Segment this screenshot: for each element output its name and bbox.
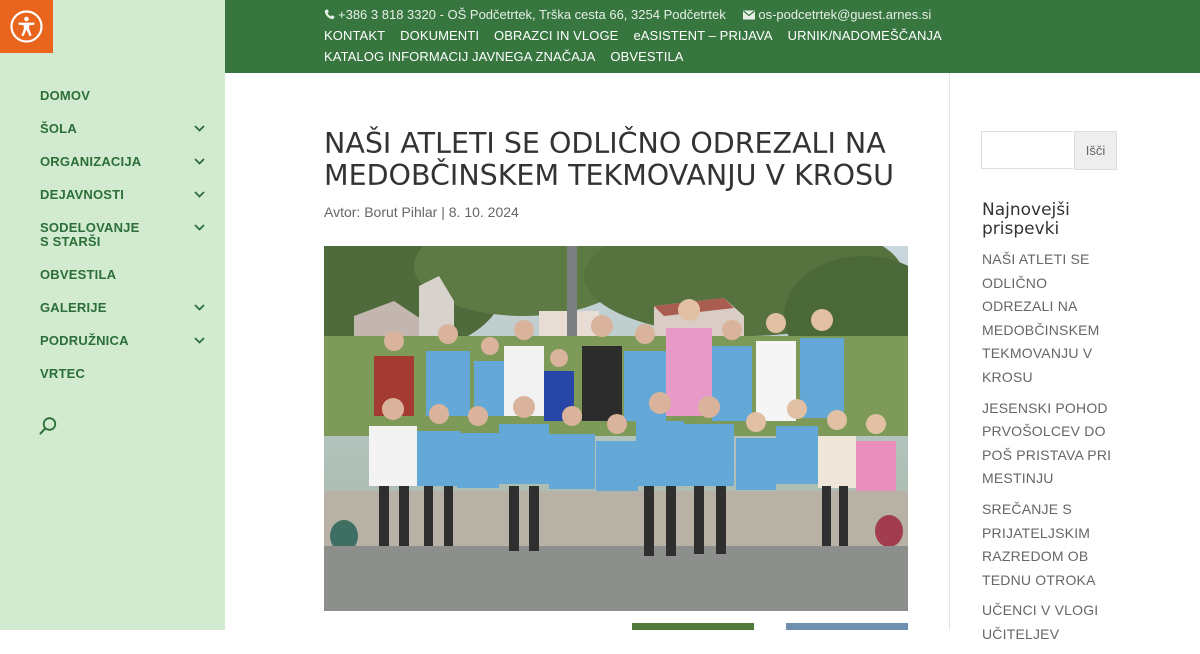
sidebar-nav-label: DEJAVNOSTI [40,187,125,202]
content-sidebar-divider [949,73,950,630]
featured-image[interactable] [324,246,908,611]
sidebar-nav-label: OBVESTILA [40,267,117,282]
chevron-down-icon[interactable] [194,125,205,132]
chevron-down-icon[interactable] [194,304,205,311]
sidebar-nav-label: VRTEC [40,366,86,381]
search-button[interactable]: Išči [1074,131,1117,170]
top-menu-link[interactable]: eASISTENT – PRIJAVA [633,28,773,43]
mail-icon [743,10,755,20]
post-title: NAŠI ATLETI SE ODLIČNO ODREZALI NA MEDOBČINSKEM TEKMOVANJU V KROSU [324,127,894,192]
accessibility-icon [10,10,43,43]
search-input[interactable] [981,131,1073,169]
sidebar-nav-item[interactable] [40,185,210,202]
sidebar-nav-label: DOMOV [40,88,91,103]
phone-icon [324,9,335,20]
sidebar-nav-item[interactable] [40,86,210,103]
sidebar-nav-item[interactable] [40,218,210,249]
email-text: os-podcetrtek@guest.arnes.si [758,7,932,22]
sidebar-nav-label: GALERIJE [40,300,107,315]
contact-info [324,7,931,22]
sidebar-nav-item[interactable] [40,331,210,348]
sidebar-nav-label: ORGANIZACIJA [40,154,142,169]
top-menu-link[interactable]: DOKUMENTI [400,28,480,43]
top-header-bar [225,0,1200,73]
sidebar-nav-item[interactable] [40,265,210,282]
sidebar-nav-item[interactable] [40,119,210,136]
gallery-thumbnail[interactable] [632,623,754,630]
recent-post-link[interactable]: UČENCI V VLOGI UČITELJEV [982,602,1099,642]
top-menu-link[interactable]: URNIK/NADOMEŠČANJA [787,28,942,43]
sidebar-search-toggle[interactable] [38,416,58,440]
sidebar-nav-item[interactable] [40,364,210,381]
recent-post-link[interactable]: NAŠI ATLETI SE ODLIČNO ODREZALI NA MEDOBČINSKEM TEKMOVANJU V KROSU [982,251,1100,385]
sidebar-nav-label: PODRUŽNICA [40,333,129,348]
gallery-thumbnail[interactable] [786,623,908,630]
top-menu-link[interactable]: OBVESTILA [610,49,684,64]
top-menu-link[interactable]: OBRAZCI IN VLOGE [494,28,619,43]
recent-posts-list [982,248,1122,654]
recent-posts-title: Najnovejši prispevki [982,200,1070,239]
sidebar-nav-item[interactable] [40,152,210,169]
top-menu-row-1 [324,28,957,43]
group-photo-athletes [324,246,908,611]
sidebar-nav-label: SODELOVANJE S STARŠI [40,220,140,249]
search-icon [38,416,58,436]
sidebar-nav-label: ŠOLA [40,121,77,136]
left-sidebar [0,0,225,630]
chevron-down-icon[interactable] [194,158,205,165]
recent-post-link[interactable]: JESENSKI POHOD PRVOŠOLCEV DO POŠ PRISTAVA PRI MESTINJU [982,399,1112,487]
phone-address-text: +386 3 818 3320 - OŠ Podčetrtek, Trška cesta 66, 3254 Podčetrtek [338,7,726,22]
top-menu-row-2 [324,49,699,64]
top-menu-link[interactable]: KATALOG INFORMACIJ JAVNEGA ZNAČAJA [324,49,596,64]
chevron-down-icon[interactable] [194,337,205,344]
recent-post-link[interactable]: SREČANJE S PRIJATELJSKIM RAZREDOM OB TEDNU OTROKA [982,500,1096,588]
email-link[interactable] [743,7,931,22]
top-menu-link[interactable]: KONTAKT [324,28,386,43]
accessibility-button[interactable] [0,0,53,53]
chevron-down-icon[interactable] [194,224,205,231]
sidebar-nav-item[interactable] [40,298,210,315]
chevron-down-icon[interactable] [194,191,205,198]
post-meta: Avtor: Borut Pihlar | 8. 10. 2024 [324,204,519,220]
